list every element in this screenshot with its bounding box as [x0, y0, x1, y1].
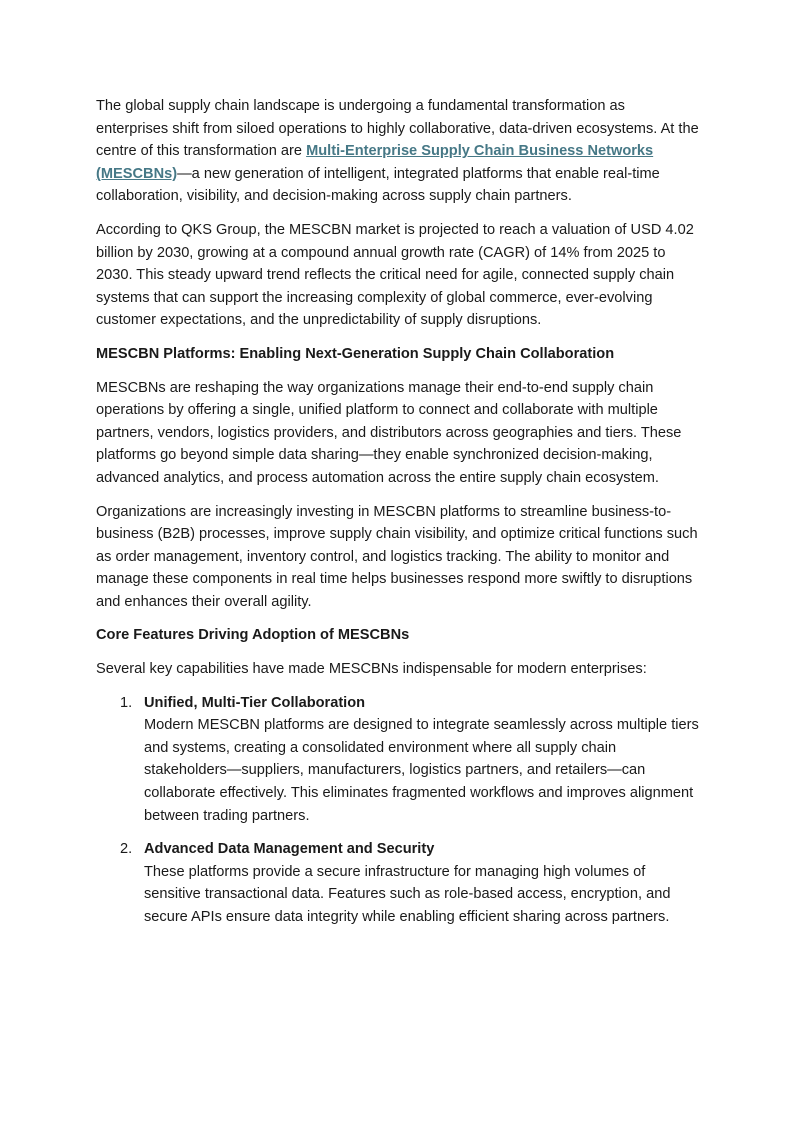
list-item	[120, 838, 701, 928]
section-heading-core-features: Core Features Driving Adoption of MESCBNs	[96, 627, 410, 644]
list-item-title: Unified, Multi-Tier Collaboration	[144, 694, 366, 711]
platforms-paragraph-1: MESCBNs are reshaping the way organizations manage their end-to-end supply chain operations by offering a single, unified platform to connect and collaborate with multiple partners, vendors, logistics providers, and distributors across geographies and tiers. These platforms go beyond simple data sharing—they enable synchronized decision-making, advanced analytics, and process automation across the entire supply chain ecosystem.	[96, 379, 682, 486]
feature-list	[96, 692, 701, 929]
list-item-title: Advanced Data Management and Security	[144, 841, 435, 858]
platforms-paragraph-2: Organizations are increasingly investing in MESCBN platforms to streamline business-to-business (B2B) processes, improve supply chain visibility, and optimize critical functions such as order management, inventory control, and logistics tracking. The ability to monitor and manage these components in real time helps businesses respond more swiftly to disruptions and enhances their overall agility.	[96, 503, 698, 610]
intro-text-after-link: —a new generation of intelligent, integrated platforms that enable real-time collaboration, visibility, and decision-making across supply chain partners.	[96, 165, 660, 205]
section-heading-platforms: MESCBN Platforms: Enabling Next-Generation Supply Chain Collaboration	[96, 345, 615, 362]
list-item-body: These platforms provide a secure infrastructure for managing high volumes of sensitive transactional data. Features such as role-based access, encryption, and secure APIs ensure data integrity while enabling efficient sharing across partners.	[144, 863, 671, 925]
intro-text-before-link: The global supply chain landscape is undergoing a fundamental transformation as enterprises shift from siloed operations to highly collaborative, data-driven ecosystems. At the centre of this transformation are	[96, 98, 699, 160]
list-item-body: Modern MESCBN platforms are designed to integrate seamlessly across multiple tiers and systems, creating a consolidated environment where all supply chain stakeholders—suppliers, manufacturers, logistics partners, and retailers—can collaborate effectively. This eliminates fragmented workflows and improves alignment between trading partners.	[144, 717, 699, 824]
document-page	[96, 95, 701, 940]
market-paragraph: According to QKS Group, the MESCBN market is projected to reach a valuation of USD 4.02 billion by 2030, growing at a compound annual growth rate (CAGR) of 14% from 2025 to 2030. This steady upward trend reflects the critical need for agile, connected supply chain systems that can support the increasing complexity of global commerce, ever-evolving customer expectations, and the unpredictability of supply disruptions.	[96, 221, 694, 329]
list-item-number: 2.	[120, 841, 133, 858]
list-item	[120, 692, 701, 828]
intro-paragraph	[96, 95, 701, 208]
core-features-intro: Several key capabilities have made MESCBNs indispensable for modern enterprises:	[96, 661, 647, 678]
mescbn-link[interactable]: Multi-Enterprise Supply Chain Business Networks (MESCBNs)	[96, 143, 654, 182]
list-item-number: 1.	[120, 694, 133, 711]
